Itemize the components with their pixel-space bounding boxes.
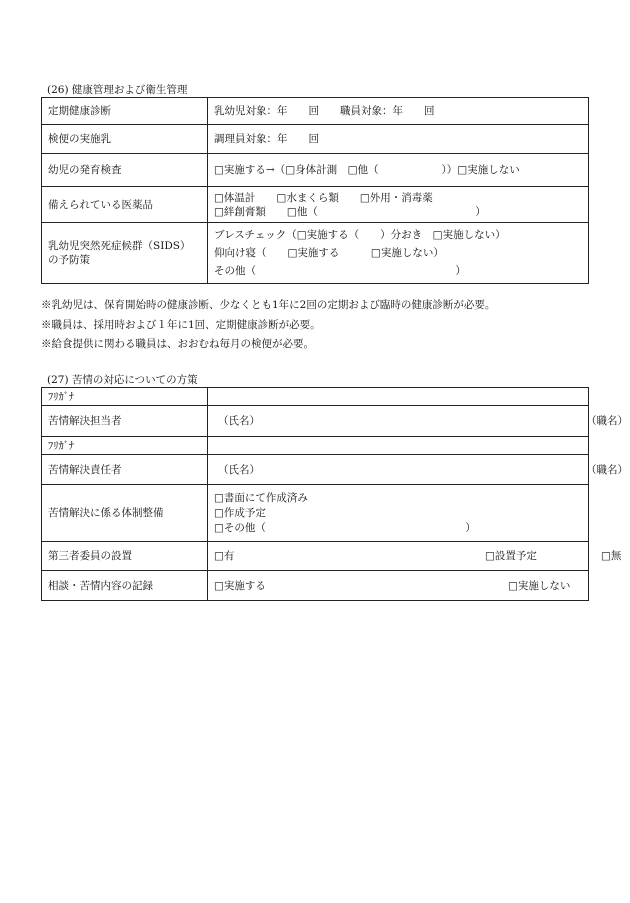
record-yes[interactable]: □実施する bbox=[214, 579, 266, 592]
table-row bbox=[42, 485, 589, 542]
health-management-table bbox=[41, 97, 589, 284]
table-row bbox=[42, 542, 589, 571]
table-row bbox=[42, 455, 589, 485]
post-label: （職名） bbox=[586, 415, 628, 427]
medicine-options-line-2: □絆創膏類 □他（ ） bbox=[214, 205, 486, 218]
table-row bbox=[42, 406, 589, 437]
row-value[interactable]: 乳幼児対象：年 回 職員対象：年 回 bbox=[208, 98, 589, 125]
section-27-title: (27) 苦情の対応についての方策 bbox=[47, 374, 198, 386]
table-row bbox=[42, 571, 589, 601]
furigana-field[interactable] bbox=[208, 388, 589, 406]
table-row bbox=[42, 154, 589, 187]
table-row bbox=[42, 388, 589, 406]
name-label: （氏名） bbox=[218, 415, 260, 427]
sids-line-2: 仰向け寝（ □実施する □実施しない） bbox=[214, 247, 444, 259]
row-value[interactable] bbox=[208, 571, 589, 601]
third-party-none[interactable]: □無 bbox=[601, 550, 622, 562]
row-label: 相談・苦情内容の記録 bbox=[42, 571, 208, 601]
row-value[interactable]: □実施する→（□身体計測 □他（ ））□実施しない bbox=[208, 154, 589, 187]
post-label: （職名） bbox=[586, 463, 628, 476]
table-row bbox=[42, 223, 589, 284]
row-label: 苦情解決に係る体制整備 bbox=[42, 485, 208, 542]
table-row bbox=[42, 187, 589, 223]
note-2: ※職員は、採用時および１年に1回、定期健康診断が必要。 bbox=[41, 319, 321, 331]
row-label: 備えられている医薬品 bbox=[42, 187, 208, 223]
furigana-field[interactable] bbox=[208, 437, 589, 455]
system-option-2: □作成予定 bbox=[214, 506, 266, 519]
row-label: 苦情解決担当者 bbox=[42, 406, 208, 437]
row-label: 検便の実施乳 bbox=[42, 125, 208, 154]
note-1: ※乳幼児は、保育開始時の健康診断、少なくとも1年に2回の定期および臨時の健康診断が必要。 bbox=[41, 299, 496, 311]
row-label bbox=[42, 223, 208, 284]
sids-line-3: その他（ ） bbox=[214, 265, 466, 277]
table-row bbox=[42, 125, 589, 154]
row-label: 第三者委員の設置 bbox=[42, 542, 208, 571]
section-26-title: (26) 健康管理および衛生管理 bbox=[47, 84, 188, 96]
medicine-options-line-1: □体温計 □水まくら類 □外用・消毒薬 bbox=[214, 191, 433, 204]
furigana-label: ﾌﾘｶﾞﾅ bbox=[42, 437, 208, 455]
row-label: 苦情解決責任者 bbox=[42, 455, 208, 485]
third-party-planned[interactable]: □設置予定 bbox=[485, 550, 537, 562]
name-label: （氏名） bbox=[218, 463, 260, 476]
system-option-3: □その他（ ） bbox=[214, 521, 476, 534]
record-no[interactable]: □実施しない bbox=[508, 579, 571, 592]
sids-label-line-1: 乳幼児突然死症候群（SIDS） bbox=[48, 240, 191, 252]
complaint-handling-table bbox=[41, 387, 628, 601]
third-party-yes[interactable]: □有 bbox=[214, 550, 235, 562]
table-row bbox=[42, 98, 589, 125]
row-label: 幼児の発育検査 bbox=[42, 154, 208, 187]
furigana-label: ﾌﾘｶﾞﾅ bbox=[42, 388, 208, 406]
note-3: ※給食提供に関わる職員は、おおむね毎月の検便が必要。 bbox=[41, 338, 314, 350]
row-value[interactable] bbox=[208, 406, 628, 437]
row-value[interactable] bbox=[208, 223, 589, 284]
sids-line-1: ブレスチェック（□実施する（ ）分おき □実施しない） bbox=[214, 229, 506, 241]
row-label: 定期健康診断 bbox=[42, 98, 208, 125]
sids-label-line-2: の予防策 bbox=[48, 254, 90, 266]
row-value[interactable]: 調理員対象：年 回 bbox=[208, 125, 589, 154]
row-value[interactable] bbox=[208, 485, 589, 542]
row-value[interactable] bbox=[208, 455, 628, 485]
table-row bbox=[42, 437, 589, 455]
row-value[interactable] bbox=[208, 187, 589, 223]
system-option-1: □書面にて作成済み bbox=[214, 491, 308, 504]
row-value[interactable] bbox=[208, 542, 622, 571]
